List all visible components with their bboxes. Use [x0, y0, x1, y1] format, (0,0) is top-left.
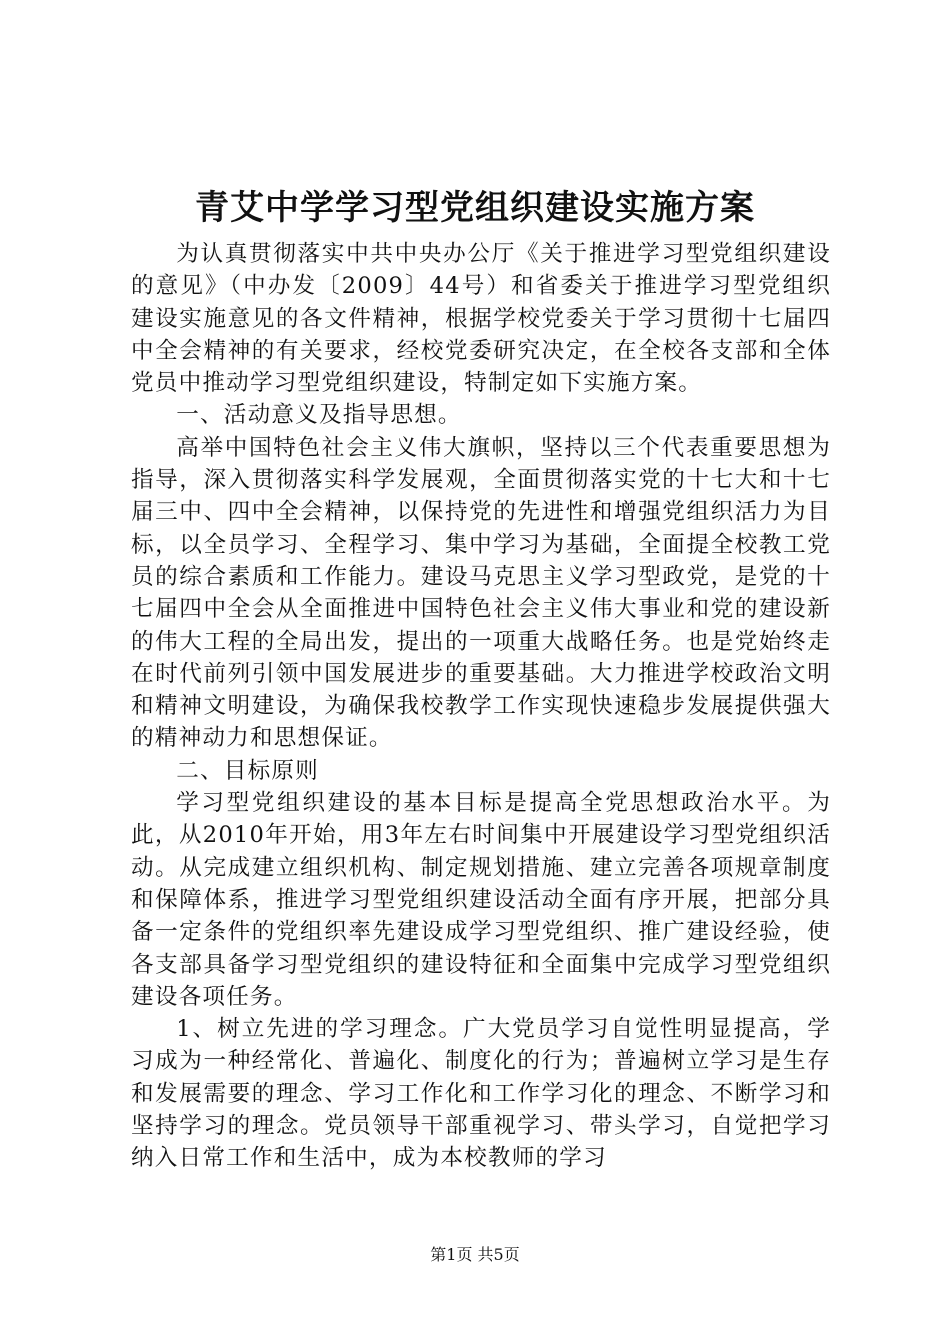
section-heading-1: 一、活动意义及指导思想。: [176, 402, 462, 429]
document-body: [131, 238, 831, 1175]
section-heading-2: 二、目标原则: [176, 757, 319, 784]
section-1-paragraph: 高举中国特色社会主义伟大旗帜，坚持以三个代表重要思想为指导，深入贯彻落实科学发展观，全面贯彻落实党的十七大和十七届三中、四中全会精神，以保持党的先进性和增强党组织活力为目标，以全员学习、全程学习、集中学习为基础，全面提全校教工党员的综合素质和工作能力。建设马克思主义学习型政党，是党的十七届四中全会从全面推进中国特色社会主义伟大事业和党的建设新的伟大工程的全局出发，提出的一项重大战略任务。也是党始终走在时代前列引领中国发展进步的重要基础。大力推进学校政治文明和精神文明建设，为确保我校教学工作实现快速稳步发展提供强大的精神动力和思想保证。: [131, 434, 831, 752]
document-title: 青艾中学学习型党组织建设实施方案: [195, 188, 755, 228]
intro-paragraph: 为认真贯彻落实中共中央办公厅《关于推进学习型党组织建设的意见》（中办发〔2009〕44号）和省委关于推进学习型党组织建设实施意见的各文件精神，根据学校党委关于学习贯彻十七届四中全会精神的有关要求，经校党委研究决定，在全校各支部和全体党员中推动学习型党组织建设，特制定如下实施方案。: [131, 241, 831, 397]
item-1-paragraph: 1、树立先进的学习理念。广大党员学习自觉性明显提高，学习成为一种经常化、普遍化、制度化的行为；普遍树立学习是生存和发展需要的理念、学习工作化和工作学习化的理念、不断学习和坚持学习的理念。党员领导干部重视学习、带头学习，自觉把学习纳入日常工作和生活中，成为本校教师的学习: [131, 1016, 831, 1172]
page-footer: 第1页 共5页: [430, 1245, 520, 1264]
section-2-paragraph: 学习型党组织建设的基本目标是提高全党思想政治水平。为此，从2010年开始，用3年左右时间集中开展建设学习型党组织活动。从完成建立组织机构、制定规划措施、建立完善各项规章制度和保障体系，推进学习型党组织建设活动全面有序开展，把部分具备一定条件的党组织率先建设成学习型党组织、推广建设经验，使各支部具备学习型党组织的建设特征和全面集中完成学习型党组织建设各项任务。: [131, 790, 831, 1010]
